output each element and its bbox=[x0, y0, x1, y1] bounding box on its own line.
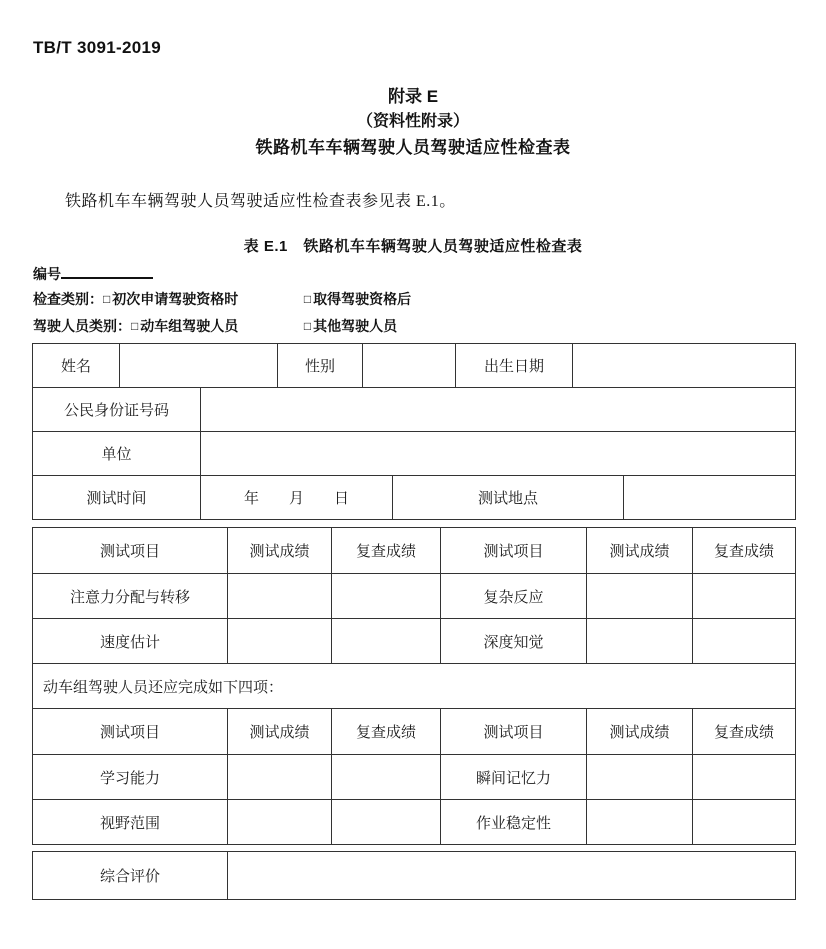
header-recheck-score: 复查成绩 bbox=[332, 709, 441, 755]
recheck-cell bbox=[332, 755, 441, 800]
gender-label-cell: 性别 bbox=[278, 344, 363, 388]
item-depth-perception-cell: 深度知觉 bbox=[441, 619, 587, 664]
item-field-of-vision-cell: 视野范围 bbox=[33, 800, 228, 845]
summary-value-cell bbox=[228, 852, 796, 900]
header-test-item: 测试项目 bbox=[33, 528, 228, 574]
test-time-label-cell: 测试时间 bbox=[33, 476, 201, 520]
header-recheck-score: 复查成绩 bbox=[693, 709, 796, 755]
header-test-item: 测试项目 bbox=[33, 709, 228, 755]
emu-note-cell: 动车组驾驶人员还应完成如下四项： bbox=[33, 664, 796, 709]
name-value-cell bbox=[120, 344, 278, 388]
score-cell bbox=[587, 755, 693, 800]
check-category-first bbox=[33, 289, 300, 310]
item-speed-estimation-cell: 速度估计 bbox=[33, 619, 228, 664]
checkbox-emu-driver-icon: □ bbox=[131, 319, 139, 333]
recheck-cell bbox=[332, 619, 441, 664]
recheck-cell bbox=[693, 619, 796, 664]
id-value-cell bbox=[201, 388, 796, 432]
driver-category-line bbox=[33, 316, 411, 343]
serial-label: 编号 bbox=[33, 266, 61, 282]
item-complex-reaction-cell: 复杂反应 bbox=[441, 574, 587, 619]
driver-option-other: 其他驾驶人员 bbox=[313, 318, 398, 334]
test-place-value-cell bbox=[624, 476, 796, 520]
driver-option-emu: 动车组驾驶人员 bbox=[140, 318, 239, 334]
appendix-heading: 铁路机车车辆驾驶人员驾驶适应性检查表 bbox=[255, 138, 571, 157]
test-time-value-cell: 年 月 日 bbox=[201, 476, 393, 520]
recheck-cell bbox=[693, 755, 796, 800]
header-recheck-score: 复查成绩 bbox=[332, 528, 441, 574]
header-recheck-score: 复查成绩 bbox=[693, 528, 796, 574]
table-row bbox=[33, 388, 796, 432]
summary-label-cell: 综合评价 bbox=[33, 852, 228, 900]
info-table bbox=[32, 343, 796, 520]
checkbox-after-qualification-icon: □ bbox=[303, 292, 312, 306]
header-test-score: 测试成绩 bbox=[587, 709, 693, 755]
recheck-cell bbox=[332, 574, 441, 619]
summary-table bbox=[32, 851, 796, 900]
score-cell bbox=[228, 619, 332, 664]
score-cell bbox=[228, 574, 332, 619]
item-learning-ability-cell: 学习能力 bbox=[33, 755, 228, 800]
test-place-label-cell: 测试地点 bbox=[393, 476, 624, 520]
table-row bbox=[33, 619, 796, 664]
checkbox-initial-application-icon: □ bbox=[103, 292, 111, 306]
header-test-score: 测试成绩 bbox=[587, 528, 693, 574]
item-attention-cell: 注意力分配与转移 bbox=[33, 574, 228, 619]
table-caption: 表 E.1 铁路机车车辆驾驶人员驾驶适应性检查表 bbox=[243, 238, 583, 255]
check-option-after-qualification: 取得驾驶资格后 bbox=[313, 291, 412, 307]
driver-category-label: 驾驶人员类别： bbox=[33, 318, 131, 334]
table-row bbox=[33, 432, 796, 476]
appendix-title: 附录 E bbox=[387, 87, 439, 106]
test-header-row bbox=[33, 709, 796, 755]
driver-category-first bbox=[33, 316, 300, 337]
header-test-score: 测试成绩 bbox=[228, 528, 332, 574]
table-row bbox=[33, 800, 796, 845]
table-row bbox=[33, 755, 796, 800]
score-cell bbox=[587, 574, 693, 619]
check-category-line bbox=[33, 289, 411, 316]
check-category-label: 检查类别： bbox=[33, 291, 103, 307]
checkbox-other-driver-icon: □ bbox=[303, 319, 312, 333]
header-test-item: 测试项目 bbox=[441, 528, 587, 574]
birth-value-cell bbox=[573, 344, 796, 388]
score-cell bbox=[587, 619, 693, 664]
gender-value-cell bbox=[363, 344, 456, 388]
recheck-cell bbox=[332, 800, 441, 845]
score-cell bbox=[587, 800, 693, 845]
test-results-table bbox=[32, 527, 796, 845]
item-work-stability-cell: 作业稳定性 bbox=[441, 800, 587, 845]
header-test-score: 测试成绩 bbox=[228, 709, 332, 755]
recheck-cell bbox=[693, 574, 796, 619]
unit-value-cell bbox=[201, 432, 796, 476]
driver-category-second bbox=[300, 318, 397, 334]
score-cell bbox=[228, 800, 332, 845]
item-instant-memory-cell: 瞬间记忆力 bbox=[441, 755, 587, 800]
unit-label-cell: 单位 bbox=[33, 432, 201, 476]
serial-blank-line bbox=[61, 262, 153, 279]
name-label-cell: 姓名 bbox=[33, 344, 120, 388]
score-cell bbox=[228, 755, 332, 800]
table-row bbox=[33, 852, 796, 900]
check-category-second bbox=[300, 291, 411, 307]
appendix-subtitle: （资料性附录） bbox=[356, 113, 469, 130]
table-row bbox=[33, 476, 796, 520]
table-row bbox=[33, 574, 796, 619]
id-label-cell: 公民身份证号码 bbox=[33, 388, 201, 432]
recheck-cell bbox=[693, 800, 796, 845]
birth-label-cell: 出生日期 bbox=[456, 344, 573, 388]
test-header-row bbox=[33, 528, 796, 574]
intro-paragraph: 铁路机车车辆驾驶人员驾驶适应性检查表参见表 E.1。 bbox=[65, 193, 456, 210]
table-row bbox=[33, 344, 796, 388]
emu-note-row bbox=[33, 664, 796, 709]
header-test-item: 测试项目 bbox=[441, 709, 587, 755]
serial-line bbox=[33, 262, 411, 289]
form-meta bbox=[33, 262, 411, 343]
check-option-initial-application: 初次申请驾驶资格时 bbox=[112, 291, 239, 307]
doc-code: TB/T 3091-2019 bbox=[33, 38, 161, 57]
